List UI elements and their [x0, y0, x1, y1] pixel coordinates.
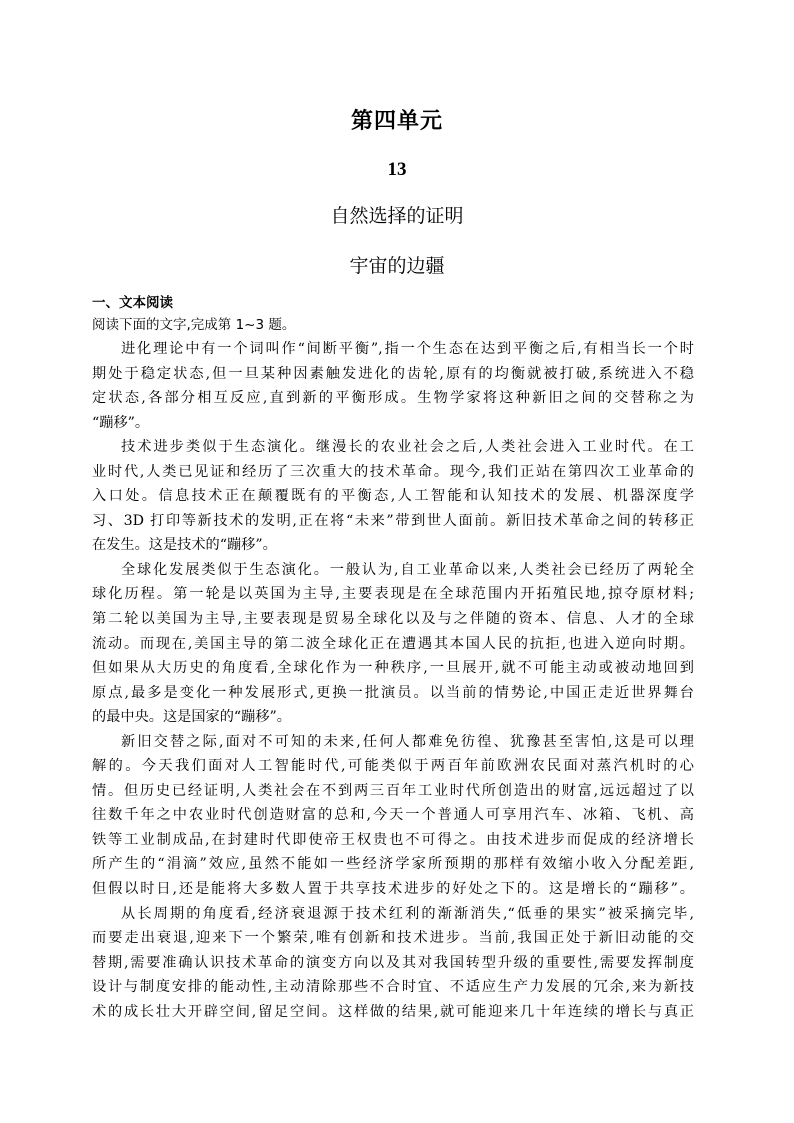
paragraph-2	[92, 435, 694, 558]
paragraph-line: 定状态,各部分相互反应,直到新的平衡形成。生物学家将这种新旧之间的交替称之为	[92, 390, 694, 407]
paragraph-line: 的最中央。这是国家的“蹦移”。	[92, 709, 291, 726]
paragraph-line: 全球化发展类似于生态演化。一般认为,自工业革命以来,人类社会已经历了两轮全	[121, 561, 694, 578]
paragraph-line: 在发生。这是技术的“蹦移”。	[92, 537, 277, 554]
paragraph-line: 情。但历史已经证明,人类社会在不到两三百年工业时代所创造出的财富,远远超过了以	[92, 782, 694, 799]
paragraph-line: 技术进步类似于生态演化。继漫长的农业社会之后,人类社会进入工业时代。在工	[121, 439, 694, 456]
paragraph-line: 而要走出衰退,迎来下一个繁荣,唯有创新和技术进步。当前,我国正处于新旧动能的交	[92, 930, 694, 947]
section-heading: 一、文本阅读	[92, 295, 173, 311]
paragraph-line: 解的。今天我们面对人工智能时代,可能类似于两百年前欧洲农民面对蒸汽机时的心	[92, 758, 694, 775]
paragraph-line: 期处于稳定状态,但一旦某种因素触发进化的齿轮,原有的均衡就被打破,系统进入不稳	[92, 365, 694, 382]
paragraph-line: 第二轮以美国为主导,主要表现是贸易全球化以及与之伴随的资本、信息、人才的全球	[92, 611, 694, 628]
paragraph-4	[92, 730, 694, 902]
paragraph-line: “蹦移”。	[92, 414, 150, 431]
paragraph-3	[92, 558, 694, 730]
paragraph-line: 但假以时日,还是能将大多数人置于共享技术进步的好处之下的。这是增长的“蹦移”。	[92, 881, 694, 898]
section-instruction: 阅读下面的文字,完成第 1~3 题。	[92, 317, 296, 333]
lesson-title-2: 宇宙的边疆	[349, 255, 445, 277]
paragraph-line: 入口处。信息技术正在颠覆既有的平衡态,人工智能和认知技术的发展、机器深度学	[92, 488, 694, 505]
reading-content	[92, 292, 694, 1024]
paragraph-line: 流动。而现在,美国主导的第二波全球化正在遭遇其本国人民的抗拒,也进入逆向时期。	[92, 635, 694, 652]
paragraph-1	[92, 337, 694, 435]
paragraph-line: 替期,需要准确认识技术革命的演变方向以及其对我国转型升级的重要性,需要发挥制度	[92, 954, 694, 971]
paragraph-line: 设计与制度安排的能动性,主动清除那些不合时宜、不适应生产力发展的冗余,来为新技	[92, 979, 694, 996]
paragraph-5	[92, 902, 694, 1025]
paragraph-line: 进化理论中有一个词叫作“间断平衡”,指一个生态在达到平衡之后,有相当长一个时	[121, 341, 694, 357]
unit-title: 第四单元	[350, 109, 443, 134]
paragraph-line: 铁等工业制成品,在封建时代即使帝王权贵也不可得之。由技术进步而促成的经济增长	[92, 831, 694, 848]
paragraph-line: 原点,最多是变化一种发展形式,更换一批演员。以当前的情势论,中国正走近世界舞台	[92, 684, 694, 701]
lesson-title-1: 自然选择的证明	[330, 205, 464, 227]
paragraph-line: 所产生的“涓滴”效应,虽然不能如一些经济学家所预期的那样有效缩小收入分配差距,	[92, 856, 694, 873]
lesson-number: 13	[387, 159, 407, 180]
paragraph-line: 但如果从大历史的角度看,全球化作为一种秩序,一旦展开,就不可能主动或被动地回到	[92, 660, 694, 677]
paragraph-line: 习、3D 打印等新技术的发明,正在将“未来”带到世人面前。新旧技术革命之间的转移正	[92, 512, 694, 529]
paragraph-line: 从长周期的角度看,经济衰退源于技术红利的渐渐消失,“低垂的果实”被采摘完毕,	[121, 905, 694, 922]
paragraph-line: 新旧交替之际,面对不可知的未来,任何人都难免彷徨、犹豫甚至害怕,这是可以理	[121, 733, 694, 750]
paragraph-line: 业时代,人类已见证和经历了三次重大的技术革命。现今,我们正站在第四次工业革命的	[92, 463, 694, 480]
paragraph-line: 往数千年之中农业时代创造财富的总和,今天一个普通人可享用汽车、冰箱、飞机、高	[92, 807, 694, 824]
paragraph-line: 术的成长壮大开辟空间,留足空间。这样做的结果,就可能迎来几十年连续的增长与真正	[92, 1003, 694, 1020]
paragraph-line: 球化历程。第一轮是以英国为主导,主要表现是在全球范围内开拓殖民地,掠夺原材料;	[92, 586, 694, 603]
